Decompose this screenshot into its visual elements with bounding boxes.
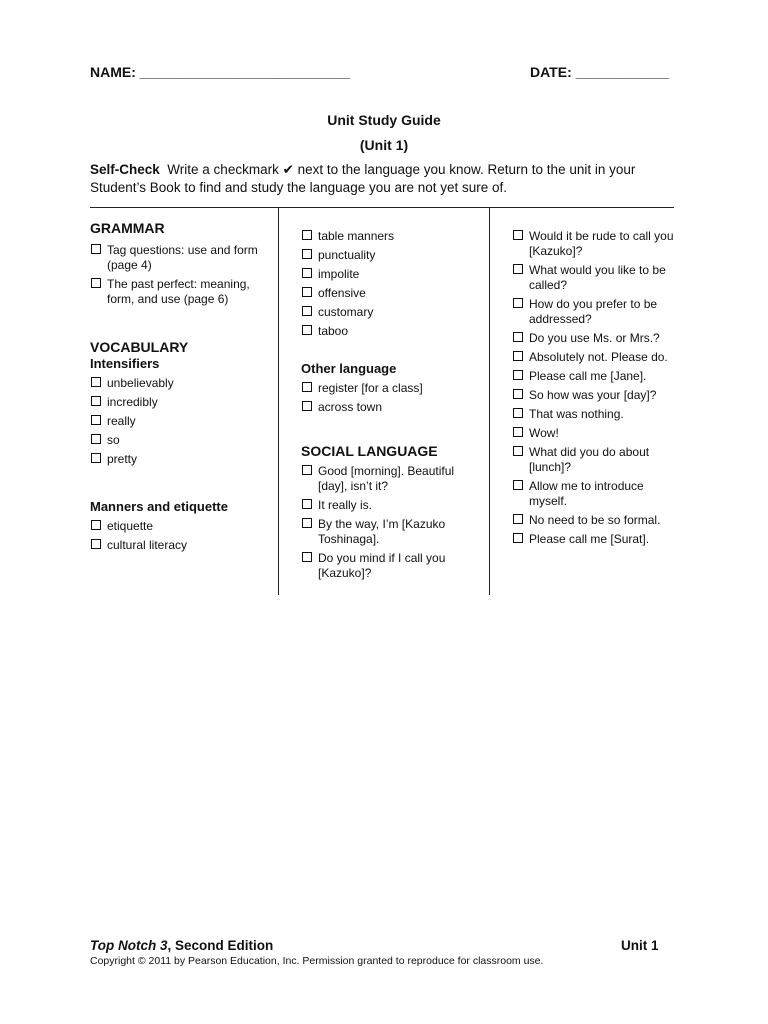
checkbox[interactable]: [302, 287, 312, 297]
vocabulary-list: [301, 229, 481, 339]
social-language-list: [301, 464, 481, 581]
date-blank: ____________: [575, 64, 670, 80]
checklist-item: [512, 369, 680, 384]
checkbox[interactable]: [302, 518, 312, 528]
checklist-item-label: Absolutely not. Please do.: [529, 350, 668, 364]
book-edition: , Second Edition: [167, 938, 274, 953]
intro-paragraph: [90, 161, 680, 197]
checklist-item: [512, 532, 680, 547]
checkbox[interactable]: [513, 427, 523, 437]
checklist-item-label: Please call me [Surat].: [529, 532, 650, 546]
social-language-heading: SOCIAL LANGUAGE: [301, 443, 438, 459]
checklist-item-label: offensive: [318, 286, 366, 300]
column-2: [301, 229, 481, 585]
checklist-item-label: What did you do about [lunch]?: [529, 445, 650, 474]
column-divider: [489, 207, 490, 595]
social-language-list-continued: [512, 229, 680, 547]
checklist-item-label: really: [107, 414, 136, 428]
checkbox[interactable]: [513, 332, 523, 342]
checklist-item-label: impolite: [318, 267, 360, 281]
checklist-item-label: across town: [318, 400, 383, 414]
checklist-item-label: incredibly: [107, 395, 158, 409]
grammar-heading: GRAMMAR: [90, 220, 165, 236]
checklist-item: [512, 350, 680, 365]
checklist-item-label: punctuality: [318, 248, 376, 262]
checkbox[interactable]: [302, 401, 312, 411]
checklist-item: [90, 376, 270, 391]
checkbox[interactable]: [513, 351, 523, 361]
checklist-item-label: That was nothing.: [529, 407, 624, 421]
checklist-item: [301, 517, 481, 547]
checklist-item-label: etiquette: [107, 519, 154, 533]
checklist-item-label: table manners: [318, 229, 395, 243]
name-label: NAME:: [90, 64, 136, 80]
checkbox[interactable]: [91, 415, 101, 425]
checklist-item: [301, 381, 481, 396]
checklist-item: [512, 426, 680, 441]
checkbox[interactable]: [302, 499, 312, 509]
grammar-list: [90, 243, 270, 307]
checklist-item-label: So how was your [day]?: [529, 388, 657, 402]
checklist-item-label: so: [107, 433, 120, 447]
checklist-item-label: Wow!: [529, 426, 559, 440]
checklist-item-label: unbelievably: [107, 376, 174, 390]
checklist-item-label: pretty: [107, 452, 138, 466]
checklist-item-label: register [for a class]: [318, 381, 423, 395]
checklist-item: [301, 229, 481, 244]
other-language-list: [301, 381, 481, 415]
checklist-item: [301, 551, 481, 581]
manners-list: [90, 519, 270, 553]
checklist-item: [512, 407, 680, 422]
checklist-item: [90, 452, 270, 467]
column-1: [90, 220, 270, 557]
intensifiers-list: [90, 376, 270, 467]
checklist-item-label: It really is.: [318, 498, 373, 512]
checkbox[interactable]: [302, 465, 312, 475]
checkbox[interactable]: [91, 244, 101, 254]
checklist-item-label: What would you like to be called?: [529, 263, 666, 292]
checkbox[interactable]: [513, 298, 523, 308]
date-label: DATE:: [530, 64, 572, 80]
intro-text: Write a checkmark ✔ next to the language you know. Return to the unit in your Student’s Book to find and study the language you are not yet sure of.: [90, 162, 636, 195]
checklist-item: [512, 513, 680, 528]
checkbox[interactable]: [513, 408, 523, 418]
checklist-item-label: Please call me [Jane].: [529, 369, 647, 383]
unit-subtitle: (Unit 1): [359, 137, 409, 153]
checklist-item: [301, 267, 481, 282]
checkbox[interactable]: [91, 453, 101, 463]
checklist-item-label: How do you prefer to be addressed?: [529, 297, 658, 326]
checklist-item: [301, 324, 481, 339]
vocabulary-heading: VOCABULARY: [90, 339, 189, 355]
checklist-item: [512, 263, 680, 293]
checklist-item: [301, 464, 481, 494]
checklist-item-label: Good [morning]. Beautiful [day], isn’t it?: [318, 464, 455, 493]
checklist-item: [301, 305, 481, 320]
checklist-item: [90, 433, 270, 448]
checklist-item: [90, 243, 270, 273]
checklist-item: [301, 248, 481, 263]
checklist-item-label: Tag questions: use and form (page 4): [107, 243, 258, 272]
checkbox[interactable]: [513, 264, 523, 274]
checklist-item: [512, 331, 680, 346]
other-language-heading: Other language: [301, 361, 397, 376]
column-3: [512, 229, 680, 551]
checkbox[interactable]: [91, 278, 101, 288]
checklist-item: [512, 479, 680, 509]
checkbox[interactable]: [513, 446, 523, 456]
footer-unit: Unit 1: [621, 938, 659, 953]
checkbox[interactable]: [302, 382, 312, 392]
manners-heading: Manners and etiquette: [90, 499, 228, 514]
checklist-item: [90, 538, 270, 553]
divider: [90, 207, 674, 208]
checklist-item: [301, 498, 481, 513]
name-blank: ___________________________: [139, 64, 351, 80]
column-divider: [278, 207, 279, 595]
checklist-item: [512, 229, 680, 259]
checklist-item-label: taboo: [318, 324, 349, 338]
checklist-item: [90, 414, 270, 429]
checkbox[interactable]: [91, 434, 101, 444]
checkbox[interactable]: [513, 389, 523, 399]
checkbox[interactable]: [513, 480, 523, 490]
checklist-item: [90, 519, 270, 534]
checkbox[interactable]: [513, 514, 523, 524]
checklist-item: [512, 388, 680, 403]
checklist-item: [90, 395, 270, 410]
book-title: Top Notch 3: [90, 938, 168, 953]
checklist-item-label: cultural literacy: [107, 538, 188, 552]
checkbox[interactable]: [513, 370, 523, 380]
checklist-item-label: The past perfect: meaning, form, and use (page 6): [107, 277, 250, 306]
footer-book-title: [90, 938, 273, 953]
intensifiers-heading: Intensifiers: [90, 356, 160, 371]
checklist-item-label: Do you mind if I call you [Kazuko]?: [318, 551, 446, 580]
checkbox[interactable]: [91, 539, 101, 549]
date-field: [530, 64, 669, 80]
name-field: [90, 64, 350, 80]
checklist-item-label: Allow me to introduce myself.: [529, 479, 644, 508]
checkbox[interactable]: [513, 230, 523, 240]
checkbox[interactable]: [91, 396, 101, 406]
intro-lead: Self-Check: [90, 162, 160, 177]
checklist-item: [512, 445, 680, 475]
checklist-item-label: customary: [318, 305, 374, 319]
checkbox[interactable]: [302, 268, 312, 278]
checklist-item-label: Do you use Ms. or Mrs.?: [529, 331, 660, 345]
checkbox[interactable]: [513, 533, 523, 543]
checkbox[interactable]: [91, 520, 101, 530]
checkbox[interactable]: [302, 306, 312, 316]
checkbox[interactable]: [91, 377, 101, 387]
checkbox[interactable]: [302, 325, 312, 335]
checklist-item: [512, 297, 680, 327]
checklist-item-label: Would it be rude to call you [Kazuko]?: [529, 229, 674, 258]
checklist-item: [301, 400, 481, 415]
copyright-line: Copyright © 2011 by Pearson Education, Inc. Permission granted to reproduce for classroom use.: [90, 955, 544, 967]
page-title: Unit Study Guide: [327, 112, 441, 128]
checklist-item: [301, 286, 481, 301]
checklist-item-label: No need to be so formal.: [529, 513, 661, 527]
checklist-item: [90, 277, 270, 307]
checkbox[interactable]: [302, 552, 312, 562]
checklist-item-label: By the way, I’m [Kazuko Toshinaga].: [318, 517, 446, 546]
checkbox[interactable]: [302, 249, 312, 259]
checkbox[interactable]: [302, 230, 312, 240]
